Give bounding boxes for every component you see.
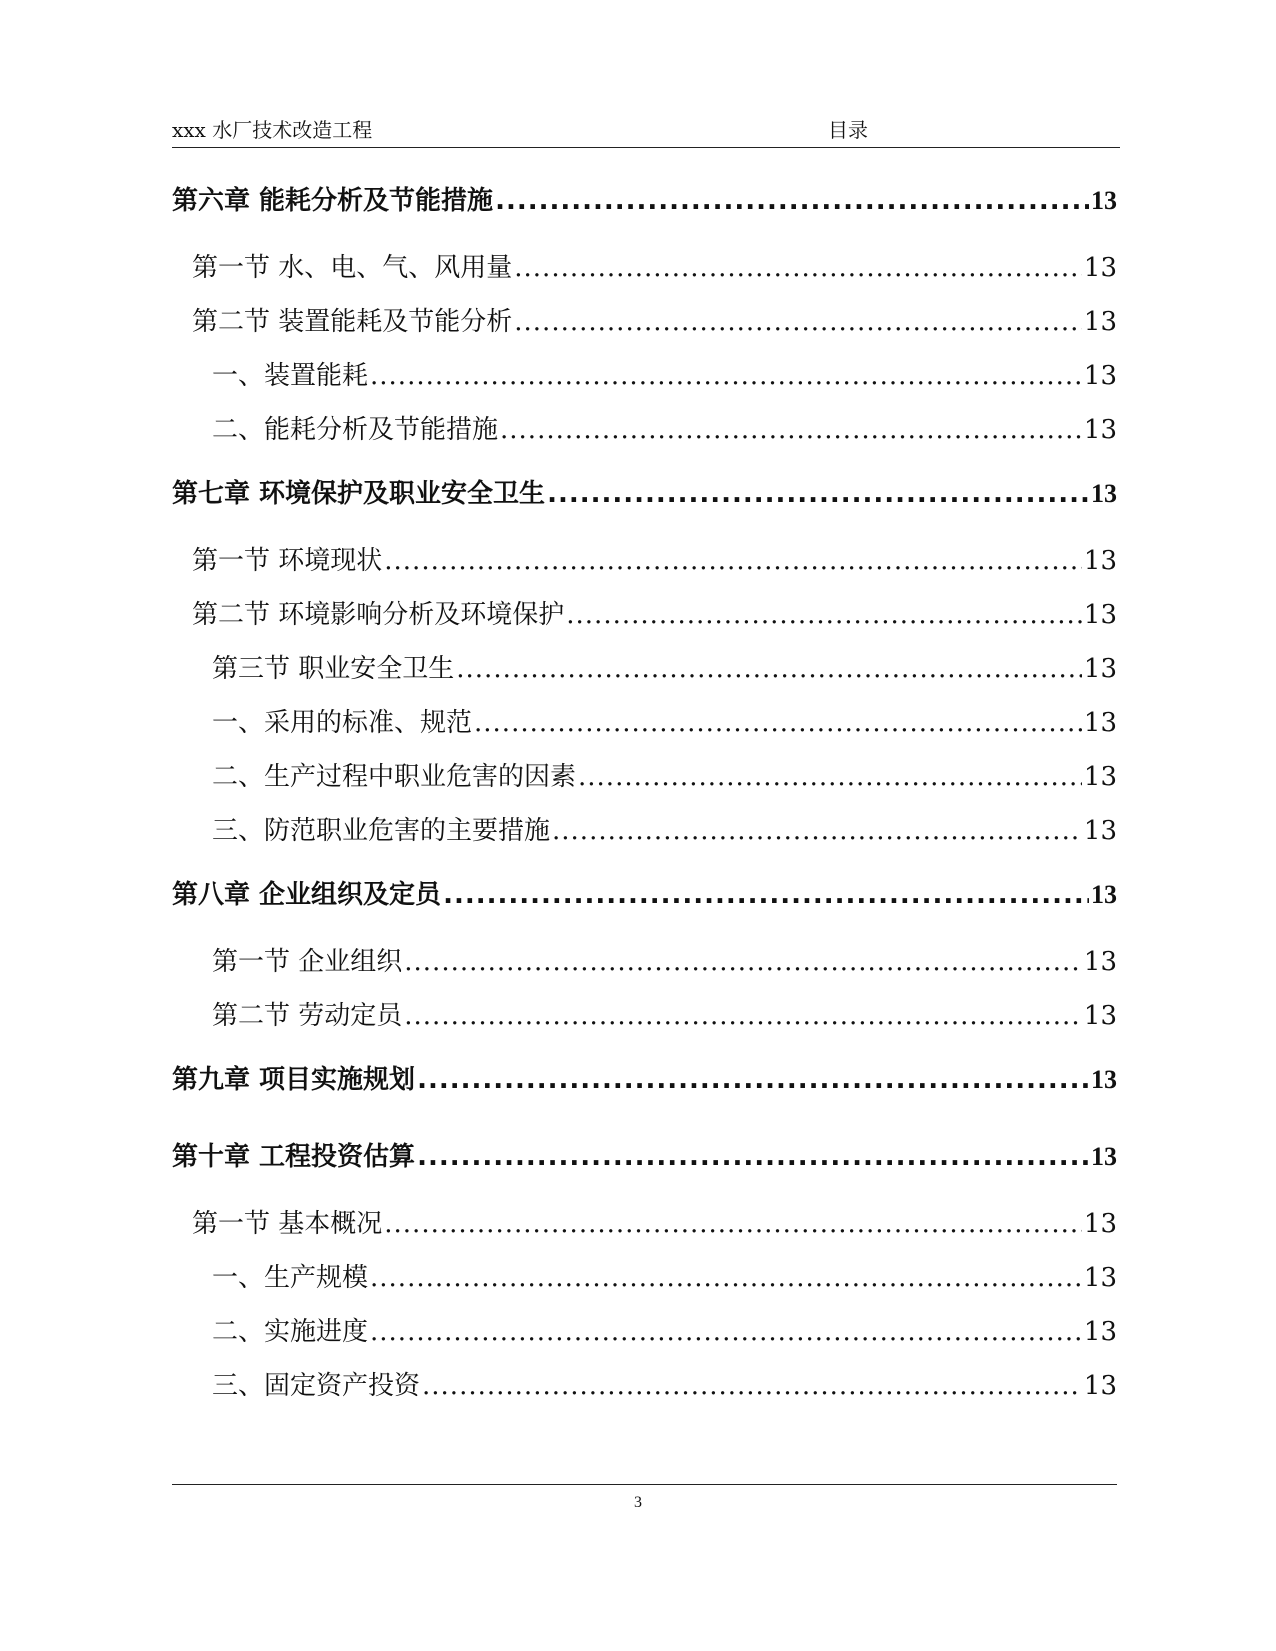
toc-entry-title: 第二节 环境影响分析及环境保护 <box>192 600 565 630</box>
toc-section-entry[interactable] <box>192 301 1117 341</box>
toc-chapter-entry[interactable] <box>172 874 1117 914</box>
toc-leader-dots <box>495 186 1089 216</box>
toc-entry-title: 二、实施进度 <box>212 1317 369 1347</box>
toc-entry-title: 第二节 劳动定员 <box>212 1001 403 1031</box>
toc-leader-dots <box>500 415 1082 445</box>
toc-entry-page: 13 <box>1083 947 1117 977</box>
page-number: 3 <box>634 1494 642 1511</box>
toc-entry-page: 13 <box>1091 880 1117 909</box>
toc-subsection-entry[interactable] <box>212 702 1117 742</box>
toc-leader-dots <box>417 1142 1089 1172</box>
toc-leader-dots <box>566 600 1082 630</box>
toc-subsection-entry[interactable] <box>212 1311 1117 1351</box>
toc-entry-page: 13 <box>1083 1371 1117 1401</box>
toc-chapter-entry[interactable] <box>172 1059 1117 1099</box>
toc-entry-title: 二、能耗分析及节能措施 <box>212 415 499 445</box>
toc-entry-page: 13 <box>1083 708 1117 738</box>
header-document-title: xxx 水厂技术改造工程 <box>172 118 373 142</box>
toc-leader-dots <box>384 546 1082 576</box>
page-header <box>172 114 1120 146</box>
toc-entry-title: 三、固定资产投资 <box>212 1371 421 1401</box>
toc-chapter-entry[interactable] <box>172 180 1117 220</box>
toc-section-entry[interactable] <box>192 247 1117 287</box>
toc-entry-page: 13 <box>1083 415 1117 445</box>
toc-subsection-entry[interactable] <box>212 756 1117 796</box>
toc-leader-dots <box>404 1001 1082 1031</box>
toc-entry-page: 13 <box>1083 1209 1117 1239</box>
toc-leader-dots <box>552 816 1082 846</box>
toc-section-entry[interactable] <box>192 1203 1117 1243</box>
toc-entry-title: 第九章 项目实施规划 <box>172 1065 416 1095</box>
toc-entry-page: 13 <box>1091 1142 1117 1171</box>
toc-entry-title: 一、生产规模 <box>212 1263 369 1293</box>
toc-entry-page: 13 <box>1083 600 1117 630</box>
toc-entry-page: 13 <box>1091 186 1117 215</box>
toc-subsection-entry[interactable] <box>212 1365 1117 1405</box>
toc-leader-dots <box>443 880 1089 910</box>
toc-entry-page: 13 <box>1091 1065 1117 1094</box>
toc-leader-dots <box>514 253 1082 283</box>
toc-subsection-entry[interactable] <box>212 355 1117 395</box>
toc-leader-dots <box>370 1317 1082 1347</box>
toc-subsection-entry[interactable] <box>212 995 1117 1035</box>
toc-leader-dots <box>370 361 1082 391</box>
toc-entry-page: 13 <box>1083 361 1117 391</box>
toc-chapter-entry[interactable] <box>172 1136 1117 1176</box>
header-section-title: 目录 <box>828 118 868 142</box>
footer-rule <box>172 1484 1117 1485</box>
toc-section-entry[interactable] <box>192 540 1117 580</box>
toc-leader-dots <box>547 479 1089 509</box>
toc-entry-title: 二、生产过程中职业危害的因素 <box>212 762 577 792</box>
toc-entry-page: 13 <box>1083 546 1117 576</box>
toc-leader-dots <box>370 1263 1082 1293</box>
toc-entry-title: 第三节 职业安全卫生 <box>212 654 455 684</box>
toc-leader-dots <box>422 1371 1082 1401</box>
toc-entry-title: 第八章 企业组织及定员 <box>172 880 442 910</box>
toc-entry-title: 第七章 环境保护及职业安全卫生 <box>172 479 546 509</box>
toc-entry-page: 13 <box>1083 1317 1117 1347</box>
toc-entry-page: 13 <box>1083 762 1117 792</box>
toc-entry-title: 第二节 装置能耗及节能分析 <box>192 307 513 337</box>
toc-entry-title: 三、防范职业危害的主要措施 <box>212 816 551 846</box>
toc-subsection-entry[interactable] <box>212 810 1117 850</box>
toc-leader-dots <box>474 708 1082 738</box>
header-rule <box>172 147 1120 148</box>
toc-entry-page: 13 <box>1083 1001 1117 1031</box>
toc-entry-page: 13 <box>1083 253 1117 283</box>
toc-entry-title: 第一节 企业组织 <box>212 947 403 977</box>
toc-entry-page: 13 <box>1083 307 1117 337</box>
toc-entry-page: 13 <box>1091 479 1117 508</box>
toc-subsection-entry[interactable] <box>212 648 1117 688</box>
toc-entry-page: 13 <box>1083 654 1117 684</box>
toc-entry-title: 第十章 工程投资估算 <box>172 1142 416 1172</box>
toc-chapter-entry[interactable] <box>172 473 1117 513</box>
toc-leader-dots <box>417 1065 1089 1095</box>
toc-entry-page: 13 <box>1083 1263 1117 1293</box>
toc-entry-title: 一、装置能耗 <box>212 361 369 391</box>
toc-entry-title: 第一节 环境现状 <box>192 546 383 576</box>
toc-subsection-entry[interactable] <box>212 409 1117 449</box>
toc-entry-title: 第六章 能耗分析及节能措施 <box>172 186 494 216</box>
toc-leader-dots <box>384 1209 1082 1239</box>
toc-leader-dots <box>404 947 1082 977</box>
toc-section-entry[interactable] <box>192 594 1117 634</box>
toc-leader-dots <box>456 654 1082 684</box>
toc-leader-dots <box>514 307 1082 337</box>
toc-entry-title: 第一节 水、电、气、风用量 <box>192 253 513 283</box>
toc-leader-dots <box>578 762 1082 792</box>
toc-entry-title: 一、采用的标准、规范 <box>212 708 473 738</box>
toc-entry-page: 13 <box>1083 816 1117 846</box>
toc-subsection-entry[interactable] <box>212 941 1117 981</box>
toc-entry-title: 第一节 基本概况 <box>192 1209 383 1239</box>
toc-subsection-entry[interactable] <box>212 1257 1117 1297</box>
